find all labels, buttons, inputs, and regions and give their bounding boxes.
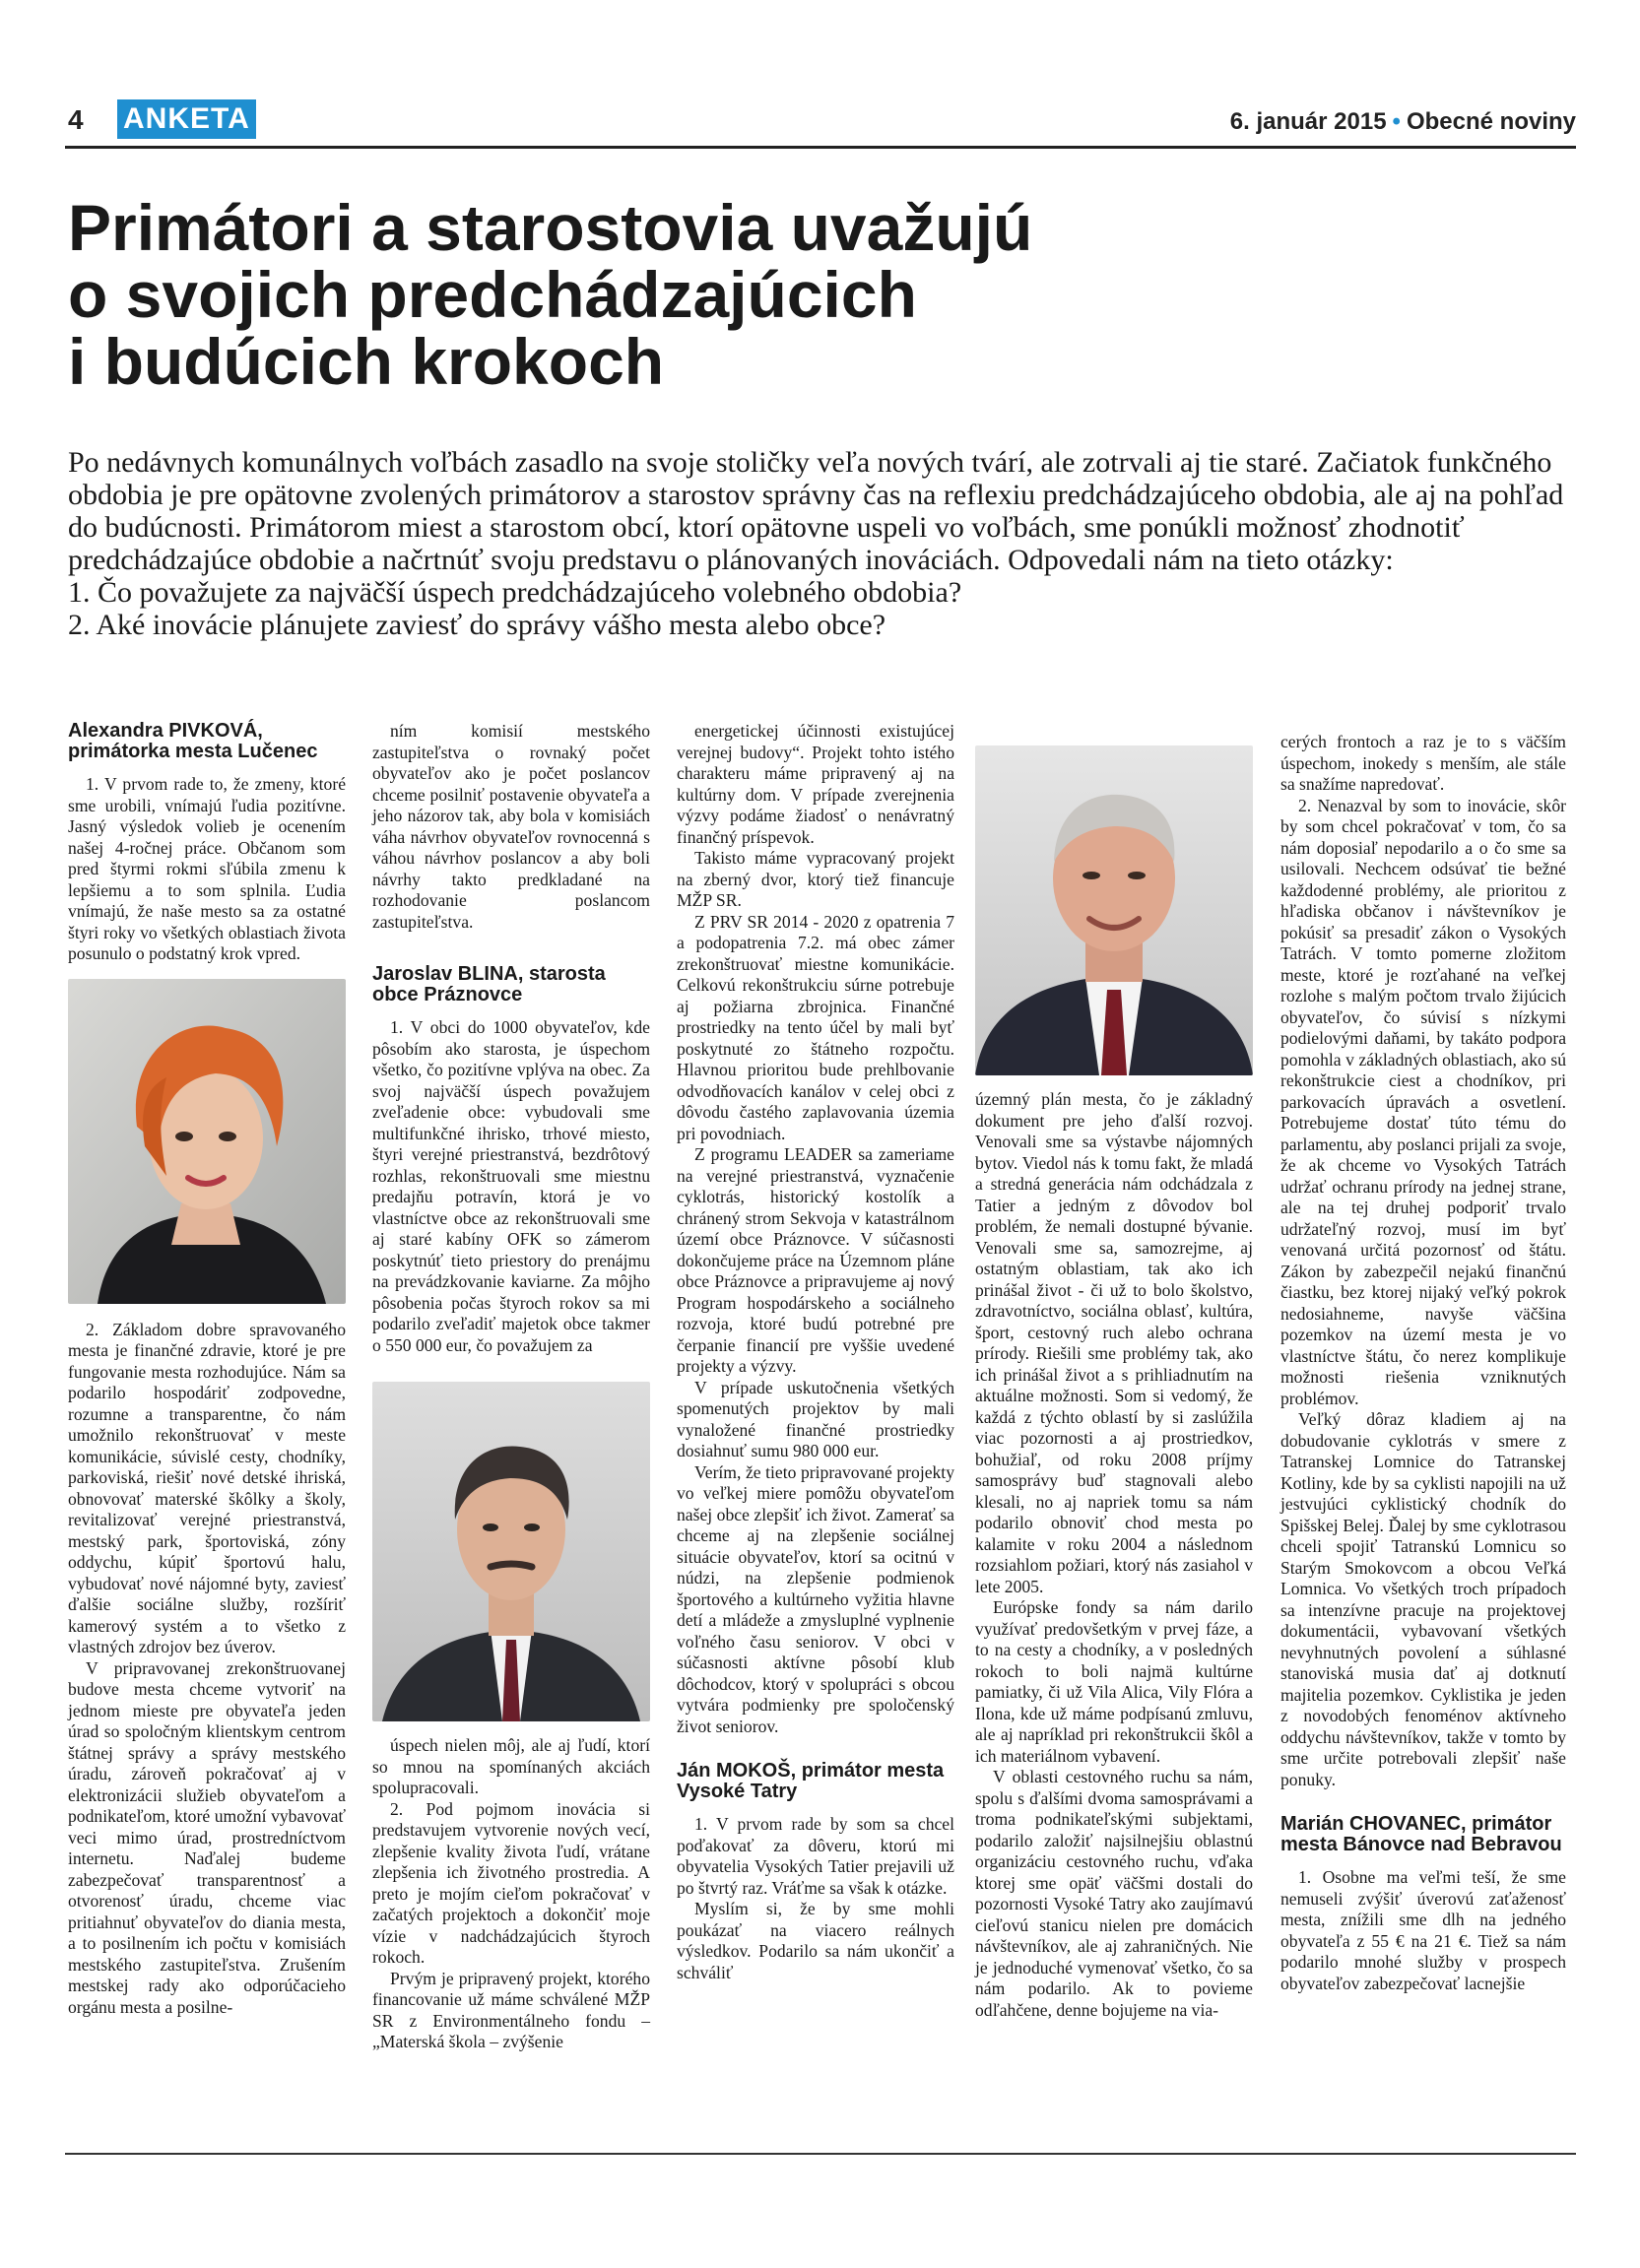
lead-text: Po nedávnych komunálnych voľbách zasadlo na svoje stoličky veľa nových tvárí, ale zotrvali aj tie staré. Začiatok funkčného obdobia je pre opätovne zvolených primátorov a starostov správny čas na reflexiu predchádzajúceho obdobia, ale aj na pohľad do budúcnosti. Primátorom miest a starostom obcí, ktorí opätovne uspeli vo voľbách, sme ponúkli možnosť zhodnotiť predchádzajúce obdobie a načrtnúť svoju predstavu o plánovaných inováciách. Odpovedali nám na tieto otázky: [68, 446, 1564, 576]
answer-paragraph: V prípade uskutočnenia všetkých spomenutých projektov by mali vynaložené finančné prostriedky dosiahnuť sumu 980 000 eur. [677, 1377, 954, 1460]
answer-paragraph: V pripravovanej zrekonštruovanej budove mesta chceme vytvoriť na jednom mieste pre obyvateľa jeden úrad so spoločným klientskym centrom štátnej správy a správy mestského úradu, zároveň pokračovať aj v elektronizácii služieb obyvateľom a podnikateľom, ktoré umožní vybavovať veci mimo úrad, prostredníctvom internetu. Naďalej budeme zabezpečovať transparentnosť a otvorenosť úradu, chceme viac pritiahnuť obyvateľov do diania mesta, a to posilnením ich počtu v komisiách mestského zastupiteľstva. Zrušením mestskej rady ako odporúčacieho orgánu mesta a posilne- [68, 1657, 346, 2017]
answer-paragraph: Európske fondy sa nám darilo využívať predovšetkým v prvej fáze, a to na cesty a chodníky, a v posledných rokoch to boli najmä kultúrne pamiatky, či už Vila Alica, Vily Flóra a Ilona, kde už máme podpísanú zmluvu, ale aj napríklad pri rekonštrukcii škôl a ich materiálnom vybavení. [975, 1597, 1253, 1766]
title-line: i budúcich krokoch [68, 325, 665, 398]
portrait-man-icon [975, 745, 1253, 1075]
answer-paragraph: 2. Pod pojmom inovácia si predstavujem vytvorenie nových vecí, zlepšenie kvality života ľudí, vrátane zlepšenia ich životného prostredia. A preto je mojím cieľom pokračovať v začatých projektoch a dokončiť moje vízie v nadchádzajúcich štyroch rokoch. [372, 1798, 650, 1967]
answer-paragraph: územný plán mesta, čo je základný dokument pre jeho ďalší rozvoj. Venovali sme sa výstavbe nájomných bytov. Viedol nás k tomu fakt, že mladá a stredná generácia nám odchádzala z Tatier a jedným z dôvodov bol problém, že nemali dostupné bývanie. Venovali sme sa, samozrejme, aj ostatným oblastiam, tak ako ich prinášal život - či už to bolo školstvo, zdravotníctvo, sociálna oblasť, kultúra, šport, cestovný ruch alebo ochrana prírody. Riešili sme problémy tak, ako ich prinášal život a s prihliadnutím na aktuálne možnosti. Som si vedomý, že každá z týchto oblastí by si zaslúžila viac pozornosti a aj prostriedkov, bohužiaľ, od roku 2008 príjmy samosprávy buď stagnovali alebo klesali, no aj napriek tomu sa nám podarilo obnoviť chod mesta po kalamite v roku 2004 a následnom rozsiahlom požiari, ktorý nás zasiahol v lete 2005. [975, 1089, 1253, 1596]
article-title [68, 191, 1348, 398]
column-4 [975, 1089, 1253, 2021]
title-line: Primátori a starostovia uvažujú [68, 191, 1033, 264]
publication-name: Obecné noviny [1406, 108, 1576, 135]
page-number: 4 [68, 104, 84, 135]
answer-paragraph: 1. V obci do 1000 obyvateľov, kde pôsobím ako starosta, je úspechom všetko, čo pozitívne vplýva na obec. Za svoj najväčší úspech považujem zveľadenie obce: vybudovali sme multifunkčné ihrisko, trhové miesto, štyri verejné priestranstvá, bezdrôtový rozhlas, rekonštruovali sme miestnu predajňu potravín, ktorá je vo vlastníctve obce az rekonštruovali sme aj staré kabíny OFK so zámerom poskytnúť tieto priestory do prenájmu na prevádzkovanie kaviarne. Za môjho pôsobenia počas štyroch rokov sa mi podarilo zveľadiť majetok obce takmer o 550 000 eur, čo považujem za [372, 1017, 650, 1355]
answer-paragraph: Z programu LEADER sa zameriame na verejné priestranstvá, vyznačenie cyklotrás, historický kostolík a chránený strom Sekvoja v katastrálnom území obce Práznovce. V súčasnosti dokončujeme práce na Územnom pláne obce Práznovce a pripravujeme aj nový Program hospodárskeho a sociálneho rozvoja, ktoré budú potrebné pre čerpanie financií pre vyššie uvedené projekty a výzvy. [677, 1144, 954, 1376]
section-label: ANKETA [117, 99, 256, 139]
answer-paragraph: Z PRV SR 2014 - 2020 z opatrenia 7 a podopatrenia 7.2. má obec zámer zrekonštruovať miestne komunikácie. Celkovú rekonštrukciu súrne potrebuje aj požiarna zbrojnica. Finančné prostriedky na tento účel by mali byť poskytnuté zo štátneho rozpočtu. Hlavnou prioritou bude prehlbovanie odvodňovacích kanálov v celej obci z dôvodu častého zaplavovania územia pri povodniach. [677, 911, 954, 1143]
answer-paragraph: Takisto máme vypracovaný projekt na zberný dvor, ktorý tiež financuje MŽP SR. [677, 848, 954, 910]
answer-paragraph: 1. V prvom rade to, že zmeny, ktoré sme urobili, vnímajú ľudia pozitívne. Jasný výsledok volieb je ocenením našej 4-ročnej práce. Občanom som pred štyrmi rokmi sľúbila zmenu k lepšiemu a to som splnila. Ľudia vnímajú, že naše mesto sa za ostatné štyri roky vo všetkých oblastiach života posunulo o podstatný krok vpred. [68, 774, 346, 963]
answer-paragraph: V oblasti cestovného ruchu sa nám, spolu s ďalšími dvoma samosprávami a troma podnikateľskými subjektami, podarilo založiť najsilnejšiu oblastnú organizáciu cestovného ruchu, vďaka ktorej sme opäť väčšmi dostali do pozornosti Vysoké Tatry ako zaujímavú cieľovú stanicu nielen pre domácich návštevníkov, ale aj zahraničných. Nie je jednoduché vymenovať všetko, čo sa nám podarilo. Ak to povieme odľahčene, denne bojujeme na via- [975, 1767, 1253, 2020]
answer-paragraph: energetickej účinnosti existujúcej verejnej budovy“. Projekt tohto istého charakteru máme pripravený aj na kultúrny dom. V prípade zverejnenia výzvy podáme žiadosť o nenávratný finančný príspevok. [677, 721, 954, 847]
column-2 [372, 721, 650, 2053]
column-5 [1280, 732, 1566, 1994]
respondent-name: Alexandra PIVKOVÁ, primátorka mesta Lučenec [68, 720, 318, 762]
question-2: 2. Aké inovácie plánujete zaviesť do správy vášho mesta alebo obce? [68, 609, 886, 641]
portrait-photo [372, 1382, 650, 1721]
answer-paragraph: ním komisií mestského zastupiteľstva o rovnaký počet obyvateľov ako je počet poslancov chceme posilniť postavenie obyvateľa a jeho názorov tak, aby bola v komisiách váha návrhov obyvateľov rovnocenná s váhou návrhov poslancov a aby boli návrhy takto predkladané na rozhodovanie poslancom zastupiteľstva. [372, 721, 650, 932]
answer-paragraph: Prvým je pripravený projekt, ktorého financovanie už máme schválené MŽP SR z Environmentálneho fondu – „Materská škola – zvýšenie [372, 1968, 650, 2051]
answer-paragraph: 1. V prvom rade by som sa chcel poďakovať za dôveru, ktorú mi obyvatelia Vysokých Tatier prejavili už po štvrtý raz. Vráťme sa však k otázke. [677, 1814, 954, 1898]
answer-paragraph: Myslím si, že by sme mohli poukázať na viacero reálnych výsledkov. Podarilo sa nám ukončiť a schváliť [677, 1899, 954, 1982]
column-3 [677, 721, 954, 1983]
column-1 [68, 721, 346, 2018]
answer-paragraph: 2. Základom dobre spravovaného mesta je finančné zdravie, ktoré je pre fungovanie mesta rozhodujúce. Nám sa podarilo hospodáriť zodpovedne, rozumne a transparentne, čo nám umožnilo rekonštruovať v meste komunikácie, súvislé cesty, chodníky, parkoviská, riešiť nové detské ihriská, obnovovať materské škôlky a školy, revitalizovať verejné priestranstvá, mestský park, športoviská, zóny oddychu, kúpiť športovú halu, vybudovať nové nájomné byty, zaviesť ďalšie sociálne služby, rozšíriť kamerový systém a to všetko z vlastných zdrojov bez úverov. [68, 1319, 346, 1656]
respondent-name: Ján MOKOŠ, primátor mesta Vysoké Tatry [677, 1760, 945, 1802]
separator-dot: • [1392, 108, 1401, 135]
answer-paragraph: 2. Nenazval by som to inovácie, skôr by som chcel pokračovať v tom, čo sa nám doposiaľ nepodarilo a o čo sme sa usilovali. Nechcem odsúvať tie bežné každodenné problémy, ale prioritou z hľadiska občanov i návštevníkov je pokúsiť sa presadiť zákon o Vysokých Tatrách. V tomto pomerne zložitom meste, ktoré je rozťahané na veľkej rozlohe s malým počtom trvalo žijúcich obyvateľov, čo súvisí s nízkymi podielovými daňami, by takáto podpora pomohla v základných oblastiach, ako sú rekonštrukcie ciest a chodníkov, pri parkovacích úpravách a osvetlení. Potrebujeme dostať túto tému do parlamentu, aby poslanci prijali za svoje, že ak chceme vo Vysokých Tatrách udržať ochranu prírody na jednej strane, ale na tej druhej podporiť trvalo udržateľný rozvoj, musí im byť venovaná určitá pozornosť od štátu. Zákon by zabezpečil nejakú finančnú čiastku, bez ktorej nijaký veľký pokrok nedosiahneme, navyše väčšina pozemkov na území mesta je vo vlastníctve štátu, čo nerez komplikuje možnosti riešenia vzniknutých problémov. [1280, 795, 1566, 1408]
respondent-name: Marián CHOVANEC, primátor mesta Bánovce nad Bebravou [1280, 1813, 1562, 1855]
portrait-man-icon [372, 1382, 650, 1721]
header-rule [65, 146, 1576, 149]
article-lead [68, 446, 1585, 641]
issue-date: 6. január 2015 [1229, 108, 1387, 135]
answer-paragraph: cerých frontoch a raz je to s väčším úspechom, inokedy s menším, ale stále sa snažíme napredovať. [1280, 732, 1566, 794]
portrait-photo [68, 979, 346, 1304]
portrait-photo [975, 745, 1253, 1075]
answer-paragraph: úspech nielen môj, ale aj ľudí, ktorí so mnou na spomínaných akciách spolupracovali. [372, 1735, 650, 1797]
answer-paragraph: 1. Osobne ma veľmi teší, že sme nemuseli zvýšiť úverovú zaťaženosť mesta, znížili sme dlh na jedného obyvateľa z 55 € na 21 €. Tiež sa nám podarilo mnohé služby v prospech obyvateľov zabezpečovať lacnejšie [1280, 1867, 1566, 1993]
portrait-woman-icon [68, 979, 346, 1304]
respondent-name: Jaroslav BLINA, starosta obce Práznovce [372, 963, 606, 1005]
answer-paragraph: Verím, že tieto pripravované projekty vo veľkej miere pomôžu obyvateľom našej obce zlepšiť ich život. Zamerať sa chceme aj na zlepšenie sociálnej situácie obyvateľov, ktorí sa ocitnú v núdzi, na zlepšenie podmienok športového a kultúrneho vyžitia hlavne detí a mládeže a zmysluplné vyplnenie voľného času seniorov. V obci v súčasnosti aktívne pôsobí klub dôchodcov, ktorý v spolupráci s obcou vytvára podmienky pre spoločenský život seniorov. [677, 1461, 954, 1736]
question-1: 1. Čo považujete za najväčší úspech predchádzajúceho volebného obdobia? [68, 576, 962, 609]
issue-info [1230, 108, 1576, 136]
footer-rule [65, 2153, 1576, 2155]
title-line: o svojich predchádzajúcich [68, 258, 917, 331]
answer-paragraph: Veľký dôraz kladiem aj na dobudovanie cyklotrás v smere z Tatranskej Lomnice do Tatranskej Kotliny, kde by sa cyklisti napojili na už jestvujúci cyklistický chodník do Spišskej Belej. Ďalej by sme cyklotrasou chceli spojiť Tatranskú Lomnicu so Starým Smokovcom a obcou Veľká Lomnica. Vo všetkých troch prípadoch sa intenzívne pracuje na projektovej dokumentácii, vybavovaní všetkých nevyhnutných povolení a súhlasné stanoviská musia dať aj dotknutí majitelia pozemkov. Cyklistika je jeden z novodobých fenoménov aktívneho oddychu návštevníkov, takže v tomto by sme určite potrebovali zlepšiť naše ponuky. [1280, 1409, 1566, 1789]
